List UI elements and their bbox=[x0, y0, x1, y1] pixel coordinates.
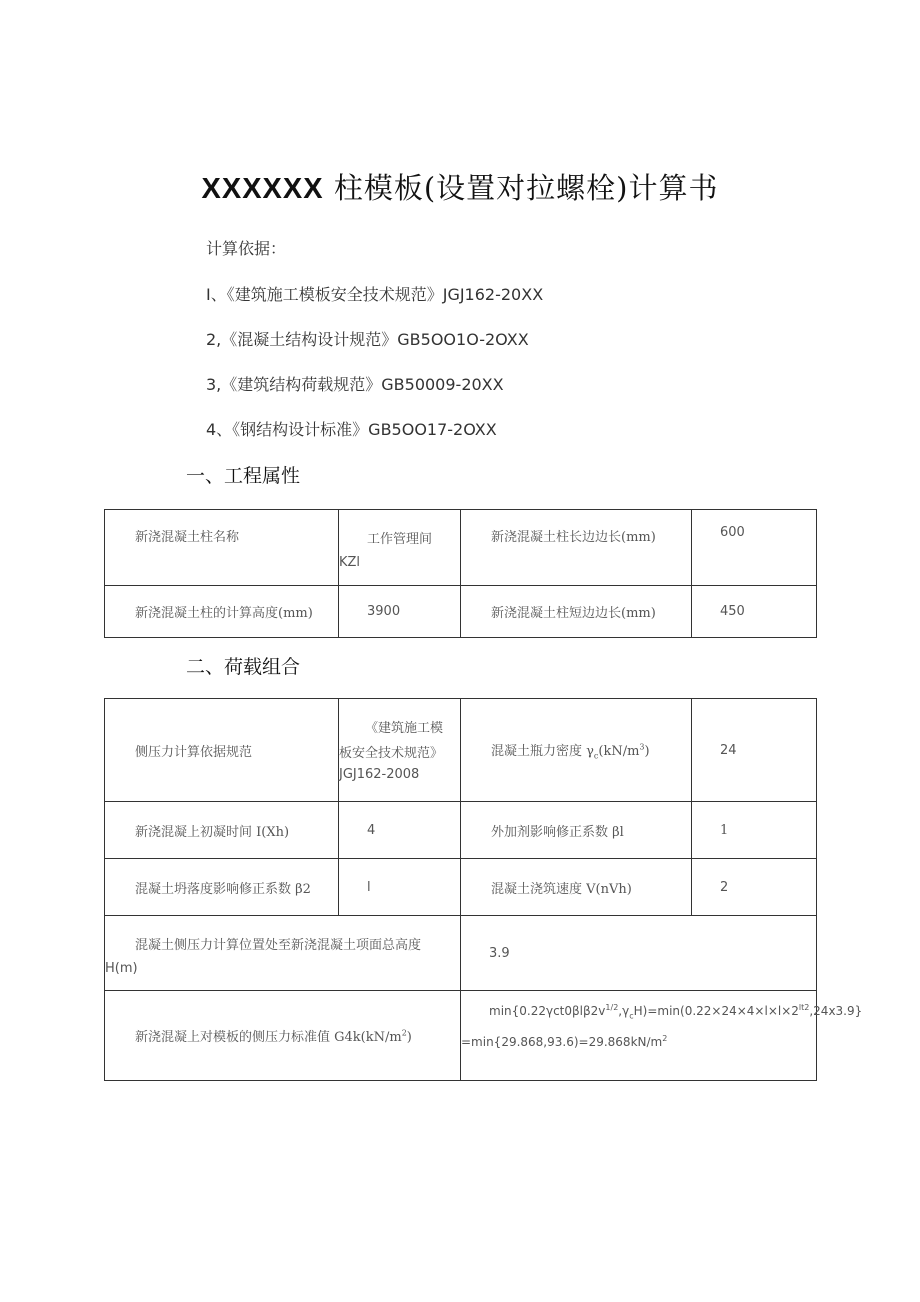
value-cell: 450 bbox=[692, 586, 817, 638]
label-cell: 新浇混凝土柱长边边长(mm) bbox=[461, 510, 692, 586]
formula-subscript: c bbox=[629, 1011, 634, 1021]
label-line: H(m) bbox=[105, 961, 138, 976]
formula-superscript: 2 bbox=[662, 1034, 668, 1044]
table-row bbox=[105, 802, 817, 859]
value-line: 工作管理间 bbox=[367, 532, 433, 547]
formula-superscript: lt2 bbox=[798, 1003, 810, 1012]
value-cell: 600 bbox=[692, 510, 817, 586]
basis-item: 4、《钢结构设计标准》GB5OO17-2OXX bbox=[206, 420, 497, 439]
label-cell: 侧压力计算依据规范 bbox=[105, 699, 339, 802]
label-close: ) bbox=[406, 1030, 412, 1045]
label-cell: 外加剂影响修正系数 βl bbox=[461, 802, 692, 859]
label-cell bbox=[461, 699, 692, 802]
value-cell: l bbox=[339, 859, 461, 916]
label-close: ) bbox=[644, 743, 650, 759]
basis-item: 3,《建筑结构荷载规范》GB50009-20XX bbox=[206, 375, 504, 394]
formula-part: ,γ bbox=[618, 1004, 630, 1018]
value-cell: 4 bbox=[339, 802, 461, 859]
value-cell: 1 bbox=[692, 802, 817, 859]
label-text: 新浇混凝上对模板的侧压力标准值 G4k(kN∕m bbox=[135, 1030, 402, 1045]
label-cell: 新浇混凝土柱短边边长(mm) bbox=[461, 586, 692, 638]
label-cell bbox=[105, 916, 461, 991]
table-row bbox=[105, 916, 817, 991]
project-attributes-table bbox=[104, 509, 817, 638]
label-cell: 混凝土坍落度影响修正系数 β2 bbox=[105, 859, 339, 916]
label-superscript: 3 bbox=[639, 742, 645, 752]
formula-part: =min{29.868,93.6)=29.868kN∕m bbox=[461, 1035, 663, 1050]
label-cell bbox=[105, 991, 461, 1081]
basis-item: I、《建筑施工模板安全技术规范》JGJ162-20XX bbox=[206, 285, 544, 304]
formula-superscript: 1/2 bbox=[605, 1003, 619, 1012]
table-row bbox=[105, 991, 817, 1081]
value-line: JGJ162-2008 bbox=[339, 767, 420, 782]
table-row bbox=[105, 699, 817, 802]
label-cell: 新浇混凝土柱名称 bbox=[105, 510, 339, 586]
label-cell: 新浇混凝上初凝时间 I(Xh) bbox=[105, 802, 339, 859]
formula-part: H)=min(0.22×24×4×l×l×2 bbox=[633, 1004, 799, 1018]
formula-part: ,24x3.9} bbox=[809, 1004, 863, 1018]
label-line: 混凝土侧压力计算位置处至新浇混凝土项面总高度 bbox=[135, 938, 422, 953]
value-line: KZl bbox=[339, 555, 361, 570]
value-cell: 2 bbox=[692, 859, 817, 916]
value-line: 板安全技术规范》 bbox=[339, 746, 444, 761]
label-text: 混凝土瓶力密度 γ bbox=[491, 743, 594, 759]
label-subscript: c bbox=[593, 751, 599, 761]
label-cell: 新浇混凝土柱的计算高度(mm) bbox=[105, 586, 339, 638]
basis-heading: 计算依据： bbox=[206, 239, 287, 258]
document-title bbox=[0, 166, 920, 207]
title-main: 柱模板(设置对拉螺栓)计算书 bbox=[333, 171, 719, 205]
value-cell: 3.9 bbox=[461, 916, 817, 991]
formula-cell bbox=[461, 991, 863, 1081]
label-unit: (kN∕m bbox=[598, 743, 640, 759]
load-combination-table bbox=[104, 698, 863, 1081]
title-prefix: XXXXXX bbox=[201, 173, 324, 205]
value-cell: 24 bbox=[692, 699, 817, 802]
value-cell bbox=[339, 699, 461, 802]
formula-line bbox=[461, 1020, 816, 1049]
section-heading-project-attributes: 一、工程属性 bbox=[186, 465, 301, 487]
table-row bbox=[105, 859, 817, 916]
section-heading-load-combination: 二、荷载组合 bbox=[186, 656, 301, 678]
value-line: 《建筑施工模 bbox=[365, 721, 444, 736]
value-cell: 3900 bbox=[339, 586, 461, 638]
label-cell: 混凝土浇筑速度 V(nVh) bbox=[461, 859, 692, 916]
formula-part: min{0.22γct0βlβ2v bbox=[489, 1004, 606, 1018]
value-cell bbox=[339, 510, 461, 586]
basis-item: 2,《混凝土结构设计规范》GB5OO1O-2OXX bbox=[206, 330, 529, 349]
table-row bbox=[105, 510, 817, 586]
formula-line bbox=[461, 991, 863, 1021]
table-row bbox=[105, 586, 817, 638]
label-superscript: 2 bbox=[401, 1028, 407, 1038]
